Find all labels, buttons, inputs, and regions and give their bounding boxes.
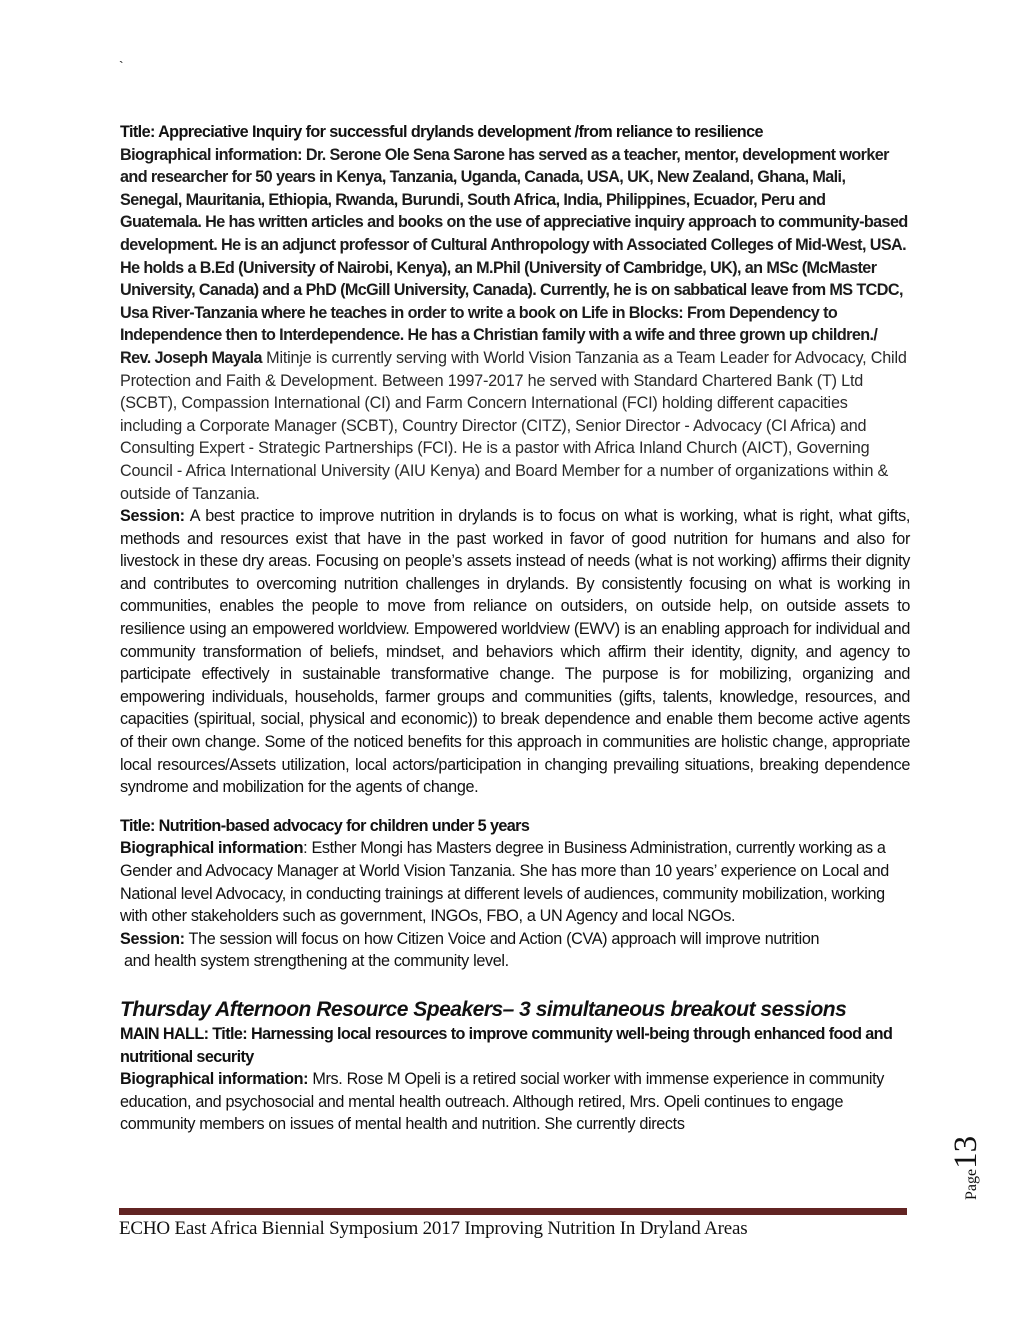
bio-text: Mrs. Rose M Opeli is a retired social worker with immense experience in community education, and psychosocial and mental health outreach. Although retired, Mrs. Opeli continues to engage community members on issues of mental health and nutrition. She currently directs bbox=[120, 1070, 885, 1134]
spacer bbox=[120, 799, 910, 815]
session2-bio bbox=[120, 837, 910, 927]
session-label: Session: bbox=[120, 507, 185, 526]
session-text: A best practice to improve nutrition in drylands is to focus on what is working, what is right, what gifts, methods and resources exist that have in the past worked in favor of good nutrition for humans and also for livestock in these dry areas. Focusing on people’s assets instead of needs (what is not working) affirms their dignity and contributes to overcoming nutrition challenges in drylands. By consistently focusing on what is working in communities, enables the people to move from reliance on outsiders, on outside help, on outside assets to resilience using an empowered worldview. Empowered worldview (EWV) is an enabling approach for individual and community transformation of beliefs, mindset, and behaviors which affirm their identity, dignity, and agency to participate effectively in sustainable transformative change. The purpose is for mobilizing, organizing and empowering individuals, households, farmer groups and communities (gifts, talents, knowledge, resources, and capacities (spiritual, social, physical and economic)) to break dependence and enable them become active agents of their own change. Some of the noticed benefits for this approach in communities are holistic change, appropriate local resources/Assets utilization, local actors/participation in changing prevailing situations, breaking dependence syndrome and mobilization for the agents of change. bbox=[120, 507, 910, 797]
footer-text: ECHO East Africa Biennial Symposium 2017 Improving Nutrition In Dryland Areas bbox=[119, 1218, 748, 1239]
page-number-value: 13 bbox=[948, 1135, 984, 1169]
main-hall-title: MAIN HALL: Title: Harnessing local resources to improve community well-being through enhanced food and nutritional security bbox=[120, 1024, 893, 1066]
bio-text-secondary: Mitinje is currently serving with World Vision Tanzania as a Team Leader for Advocacy, Child Protection and Faith & Development. Between 1997-2017 he served with Standard Chartered Bank (T) Ltd (SCBT), Compassion International (CI) and Farm Concern International (FCI) holding different capacities including a Corporate Manager (SCBT), Country Director (CITZ), Senior Director - Advocacy (CI Africa) and Consulting Expert - Strategic Partnerships (FCI). He is a pastor with Africa Inland Church (AICT), Governing Council - Africa International University (AIU Kenya) and Board Member for a number of organizations within & outside of Tanzania. bbox=[120, 348, 907, 503]
page-content bbox=[120, 121, 910, 1136]
session-text-line1: The session will focus on how Citizen Voice and Action (CVA) approach will improve nutrition bbox=[184, 929, 820, 948]
thursday-bio bbox=[120, 1068, 910, 1136]
session2-session-continued bbox=[120, 950, 910, 973]
footer-rule bbox=[119, 1208, 907, 1215]
spacer bbox=[120, 973, 910, 997]
session-text-line2: and health system strengthening at the community level. bbox=[124, 952, 509, 971]
stray-mark: ` bbox=[119, 58, 124, 74]
bio-label: Biographical information: bbox=[120, 1070, 309, 1089]
bio-label: Biographical information: bbox=[120, 145, 302, 164]
bio-text-primary: Dr. Serone Ole Sena Sarone has served as a teacher, mentor, development worker and researcher for 50 years in Kenya, Tanzania, Uganda, Canada, USA, UK, New Zealand, Ghana, Mali, Senegal, Mauritania, Ethiopia, Rwanda, Burundi, South Africa, India, Philippines, Ecuador, Peru and Guatemala. He has written articles and books on the use of appreciative inquiry approach to community-based development. He is an adjunct professor of Cultural Anthropology with Associated Colleges of Mid-West, USA. He holds a B.Ed (University of Nairobi, Kenya), an M.Phil (University of Cambridge, UK), an MSc (McMaster University, Canada) and a PhD (McGill University, Canada). Currently, he is on sabbatical leave from MS TCDC, Usa River-Tanzania where he teaches in order to write a book on Life in Blocks: From Dependency to Independence then to Interdependence. He has a Christian family with a wife and three grown up children./ Rev. Joseph Mayala bbox=[120, 145, 908, 367]
session1-bio bbox=[120, 144, 910, 506]
title-label: Title: bbox=[120, 123, 155, 141]
bio-label: Biographical information bbox=[120, 839, 304, 858]
page-label: Page bbox=[963, 1168, 980, 1200]
title-label: Title: bbox=[120, 816, 155, 835]
session-label: Session: bbox=[120, 929, 185, 948]
session1-title bbox=[120, 121, 910, 144]
session2-title bbox=[120, 815, 910, 838]
session2-session bbox=[120, 928, 910, 951]
title-text: Appreciative Inquiry for successful drylands development /from reliance to resilience bbox=[154, 123, 763, 141]
session1-session bbox=[120, 505, 910, 799]
title-text: Nutrition-based advocacy for children under 5 years bbox=[154, 816, 530, 835]
bio-text: : Esther Mongi has Masters degree in Business Administration, currently working as a Gender and Advocacy Manager at World Vision Tanzania. She has more than 10 years’ experience on Local and National level Advocacy, in conducting trainings at different levels of audiences, community mobilization, working with other stakeholders such as government, INGOs, FBO, a UN Agency and local NGOs. bbox=[120, 839, 889, 926]
section-heading-thursday: Thursday Afternoon Resource Speakers– 3 simultaneous breakout sessions bbox=[120, 997, 847, 1021]
page-number bbox=[948, 1136, 985, 1200]
